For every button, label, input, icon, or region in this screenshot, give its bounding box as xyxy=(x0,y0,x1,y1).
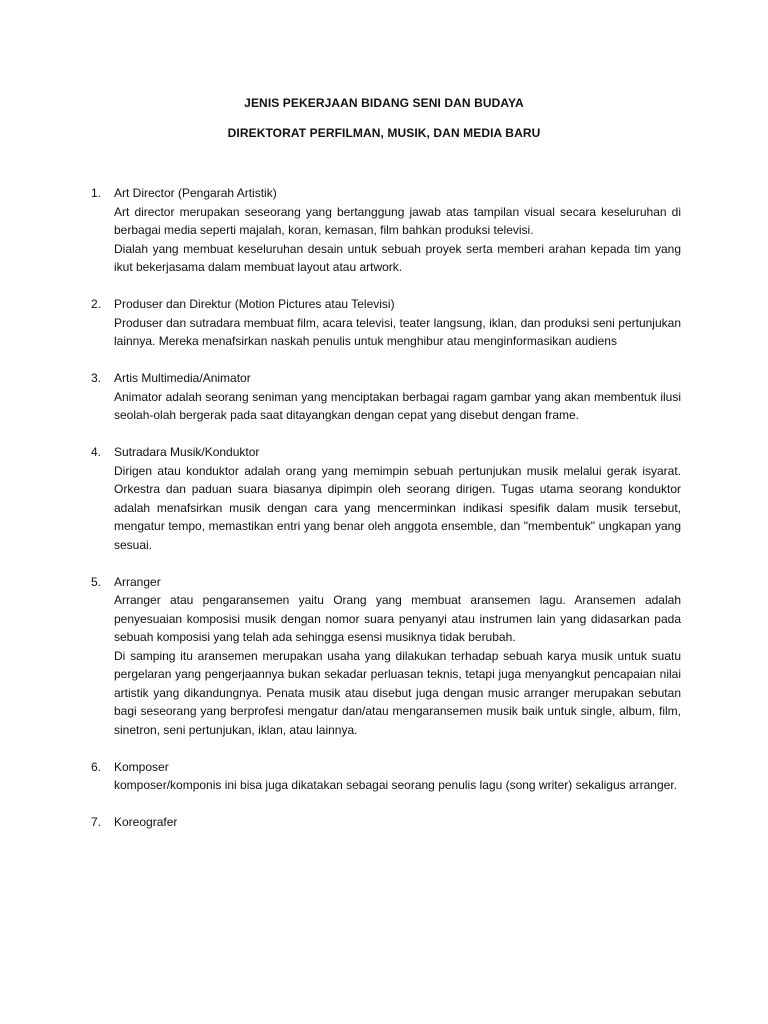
list-item xyxy=(91,813,681,832)
item-paragraph: Dialah yang membuat keseluruhan desain untuk sebuah proyek serta memberi arahan kepada tim yang ikut bekerjasama dalam membuat layout atau artwork. xyxy=(114,241,681,274)
document-subtitle: DIREKTORAT PERFILMAN, MUSIK, DAN MEDIA BARU xyxy=(227,126,541,140)
item-heading: Koreografer xyxy=(114,815,178,829)
item-number: 7. xyxy=(91,815,102,829)
list-item xyxy=(91,184,681,277)
item-paragraph: Arranger atau pengaransemen yaitu Orang yang membuat aransemen lagu. Aransemen adalah penyesuaian komposisi musik dengan nomor suara penyanyi atau instrumen lain yang didasarkan pada sebuah komposisi yang telah ada sehingga esensi musiknya tidak berubah. xyxy=(114,593,681,644)
item-number: 5. xyxy=(91,574,102,589)
item-number: 3. xyxy=(91,371,102,385)
item-heading: Artis Multimedia/Animator xyxy=(114,371,251,385)
item-content xyxy=(114,573,681,740)
item-paragraph: Dirigen atau konduktor adalah orang yang memimpin sebuah pertunjukan musik melalui gerak isyarat. Orkestra dan paduan suara biasanya dipimpin oleh seorang dirigen. Tugas utama seorang konduktor adalah menafsirkan musik dengan cara yang mencerminkan indikasi spesifik dalam musik tersebut, mengatur tempo, memastikan entri yang benar oleh anggota ensemble, dan "membentuk" ungkapan yang sesuai. xyxy=(114,463,681,552)
list-item xyxy=(91,443,681,554)
list-item xyxy=(91,758,681,795)
item-heading: Komposer xyxy=(114,759,169,774)
list-item xyxy=(91,295,681,351)
item-content xyxy=(114,295,681,351)
item-heading: Art Director (Pengarah Artistik) xyxy=(114,186,277,200)
item-content xyxy=(114,369,681,425)
item-number: 2. xyxy=(91,297,102,311)
document-title: JENIS PEKERJAAN BIDANG SENI DAN BUDAYA xyxy=(244,96,524,110)
item-paragraph: Animator adalah seorang seniman yang menciptakan berbagai ragam gambar yang akan membentuk ilusi seolah-olah bergerak pada saat ditayangkan dengan cepat yang disebut dengan frame. xyxy=(114,389,681,422)
item-heading: Sutradara Musik/Konduktor xyxy=(114,445,260,459)
item-number: 4. xyxy=(91,445,102,459)
item-paragraph: Di samping itu aransemen merupakan usaha yang dilakukan terhadap sebuah karya musik untuk suatu pergelaran yang pengerjaannya bukan sekadar perluasan teknis, tetapi juga menyangkut pencapaian nilai artistik yang dikandungnya. Penata musik atau disebut juga dengan music arranger merupakan sebutan bagi seseorang yang berprofesi mengatur dan/atau mengaransemen musik baik untuk single, album, film, sinetron, seni pertunjukan, iklan, atau lainnya. xyxy=(114,648,681,737)
item-content xyxy=(114,184,681,277)
job-list xyxy=(91,184,681,850)
item-paragraph: Produser dan sutradara membuat film, acara televisi, teater langsung, iklan, dan produksi seni pertunjukan lainnya. Mereka menafsirkan naskah penulis untuk menghibur atau menginformasikan audiens xyxy=(114,315,681,348)
item-content xyxy=(114,443,681,554)
item-content xyxy=(114,813,681,832)
item-paragraph: Art director merupakan seseorang yang bertanggung jawab atas tampilan visual secara keseluruhan di berbagai media seperti majalah, koran, kemasan, film bahkan produksi televisi. xyxy=(114,204,681,237)
item-number: 1. xyxy=(91,186,102,200)
item-heading: Arranger xyxy=(114,574,161,589)
item-paragraph: komposer/komponis ini bisa juga dikatakan sebagai seorang penulis lagu (song writer) sekaligus arranger. xyxy=(114,778,677,792)
list-item xyxy=(91,369,681,425)
item-heading: Produser dan Direktur (Motion Pictures atau Televisi) xyxy=(114,297,395,311)
list-item xyxy=(91,573,681,740)
item-content xyxy=(114,758,681,795)
item-number: 6. xyxy=(91,759,102,774)
